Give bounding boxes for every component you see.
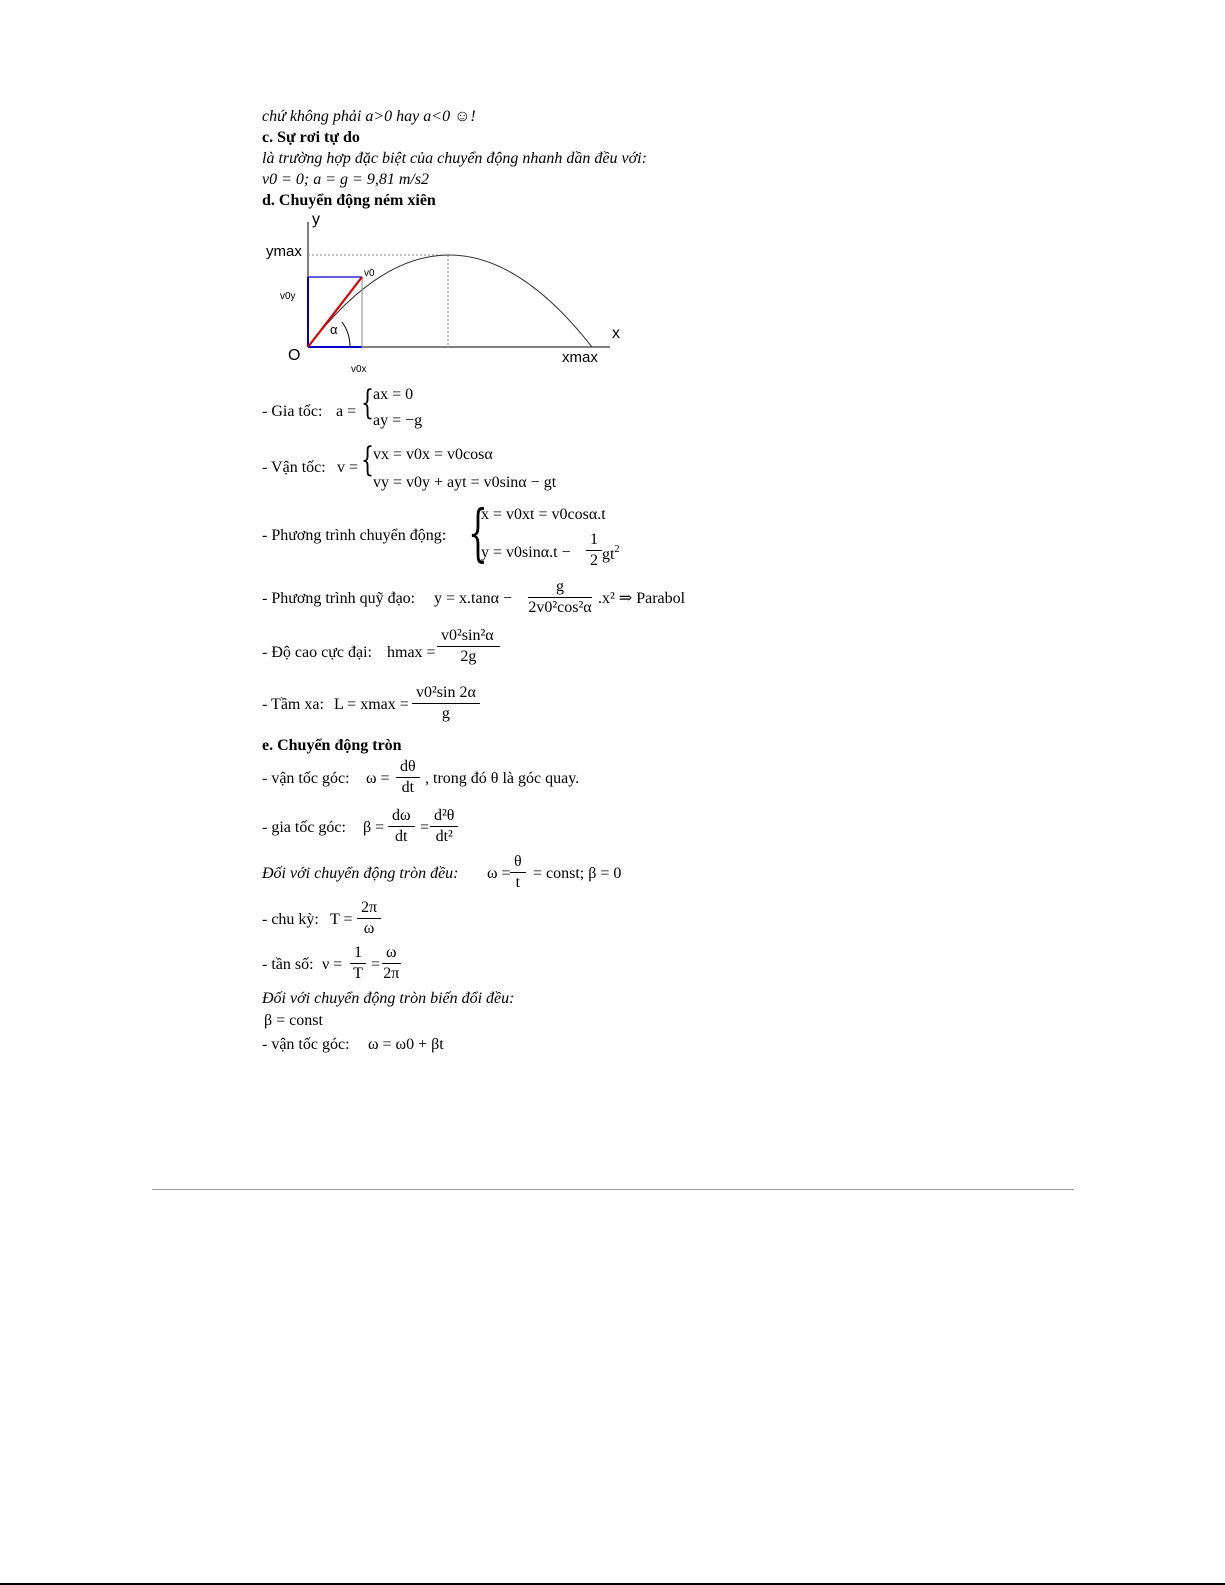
tam-xa-den: g	[441, 705, 450, 723]
gtg-den-2: dt²	[435, 828, 453, 846]
angle-label: α	[330, 322, 338, 337]
tan-so-num-2: ω	[382, 944, 401, 964]
do-cao-frac	[437, 627, 500, 667]
gtg-eq: =	[420, 819, 430, 836]
pt-cd-label: - Phương trình chuyển động:	[262, 527, 447, 544]
deu-lhs: ω =	[487, 865, 511, 882]
pt-cd-half-den: 2	[590, 552, 598, 570]
gia-toc-line-2: ay = −g	[373, 412, 423, 429]
deu-den: t	[515, 874, 521, 892]
pt-cd-line-2b: $gt^2$	[602, 544, 620, 563]
gtg-label: - gia tốc góc:	[262, 819, 346, 836]
pt-cd-half-num: 1	[586, 531, 602, 551]
do-cao-lhs: hmax =	[387, 644, 436, 661]
tam-xa-label: - Tầm xa:	[262, 696, 324, 713]
v0-label: v0	[364, 268, 375, 279]
pt-qd-frac	[528, 578, 592, 618]
tan-so-frac-1	[350, 944, 366, 984]
intro-end: !	[470, 108, 476, 125]
intro-line	[262, 109, 476, 125]
tan-so-den-2: 2π	[383, 965, 400, 983]
trajectory-curve	[308, 255, 592, 347]
deu-num: θ	[510, 853, 526, 873]
gtg-num-2: d²θ	[430, 807, 458, 827]
chu-ky-num: 2π	[357, 899, 381, 919]
van-toc-line-2: vy = v0y + ayt = v0sinα − gt	[373, 474, 557, 491]
chu-ky-frac	[357, 899, 381, 939]
vtg-num: dθ	[396, 758, 420, 778]
origin-label: O	[288, 347, 301, 364]
tan-so-lhs: ν =	[322, 956, 343, 973]
pt-qd-label: - Phương trình quỹ đạo:	[262, 590, 416, 607]
gtg-lhs: β =	[363, 819, 385, 836]
pt-qd-lhs: y = x.tanα −	[434, 590, 512, 607]
chu-ky-lhs: T =	[330, 911, 353, 928]
smiley-icon: ☺	[454, 108, 471, 125]
section-c-heading: c. Sự rơi tự do	[262, 129, 360, 146]
van-toc-brace: {	[361, 440, 374, 480]
van-toc-lhs: v =	[337, 459, 359, 476]
vtg-lhs: ω =	[366, 770, 390, 787]
deu-rhs: = const; β = 0	[533, 865, 622, 882]
vtg-rhs: , trong đó θ là góc quay.	[425, 770, 580, 787]
do-cao-den: 2g	[460, 648, 477, 666]
tan-so-eq: =	[371, 956, 381, 973]
tam-xa-num: v0²sin 2α	[412, 684, 480, 704]
chu-ky-den: ω	[363, 920, 375, 938]
gia-toc-line-1: ax = 0	[373, 386, 414, 403]
van-toc-line-1: vx = v0x = v0cosα	[373, 446, 493, 463]
gtg-frac-1	[388, 807, 415, 847]
gia-toc-lhs: a =	[336, 403, 357, 420]
vtg2-label: - vận tốc góc:	[262, 1036, 350, 1053]
section-e-heading: e. Chuyển động tròn	[262, 737, 402, 754]
v0y-label: v0y	[280, 291, 296, 302]
pt-cd-line-2a: y = v0sinα.t −	[481, 544, 571, 561]
tan-so-frac-2	[382, 944, 401, 984]
pt-cd-half	[586, 531, 602, 571]
intro-text: chứ không phải a>0 hay a<0	[262, 108, 451, 125]
gia-toc-brace: {	[361, 383, 374, 423]
beta-const: β = const	[264, 1012, 323, 1029]
section-c-values: v0 = 0; a = g = 9,81 m/s2	[262, 171, 430, 188]
gtg-den-1: dt	[395, 828, 408, 846]
page-divider	[152, 1189, 1074, 1190]
do-cao-num: v0²sin²α	[437, 627, 500, 647]
tam-xa-lhs: L = xmax =	[334, 696, 409, 713]
y-axis-label: y	[312, 211, 320, 228]
tan-so-num-1: 1	[350, 944, 366, 964]
deu-label: Đối với chuyển động tròn đều:	[262, 865, 459, 882]
pt-qd-den: 2v0²cos²α	[528, 599, 592, 617]
tam-xa-frac	[412, 684, 480, 724]
pt-cd-line-1: x = v0xt = v0cosα.t	[481, 506, 606, 523]
gtg-num-1: dω	[388, 807, 415, 827]
v0x-label: v0x	[351, 364, 367, 375]
section-c-desc: là trường hợp đặc biệt của chuyển động nhanh dần đều với:	[262, 150, 647, 167]
projectile-diagram	[262, 210, 642, 380]
xmax-label: xmax	[562, 349, 598, 366]
section-d-heading: d. Chuyển động ném xiên	[262, 192, 436, 209]
gia-toc-label: - Gia tốc:	[262, 403, 323, 420]
bien-doi-label: Đối với chuyển động tròn biến đổi đều:	[262, 990, 515, 1007]
x-axis-label: x	[612, 325, 620, 342]
chu-ky-label: - chu kỳ:	[262, 911, 319, 928]
vtg-frac	[396, 758, 420, 798]
vtg2-eq: ω = ω0 + βt	[368, 1036, 444, 1053]
tan-so-label: - tần số:	[262, 956, 314, 973]
gtg-frac-2	[430, 807, 458, 847]
deu-frac	[510, 853, 526, 893]
pt-cd-brace: {	[468, 496, 488, 569]
do-cao-label: - Độ cao cực đại:	[262, 644, 372, 661]
pt-qd-rhs: .x² ⇒ Parabol	[598, 590, 686, 607]
ymax-label: ymax	[266, 243, 302, 260]
vtg-den: dt	[401, 779, 415, 797]
pt-qd-num: g	[528, 578, 592, 598]
vtg-label: - vận tốc góc:	[262, 770, 350, 787]
tan-so-den-1: T	[353, 965, 363, 983]
pt-cd-gt: gt	[602, 546, 615, 563]
van-toc-label: - Vận tốc:	[262, 459, 326, 476]
